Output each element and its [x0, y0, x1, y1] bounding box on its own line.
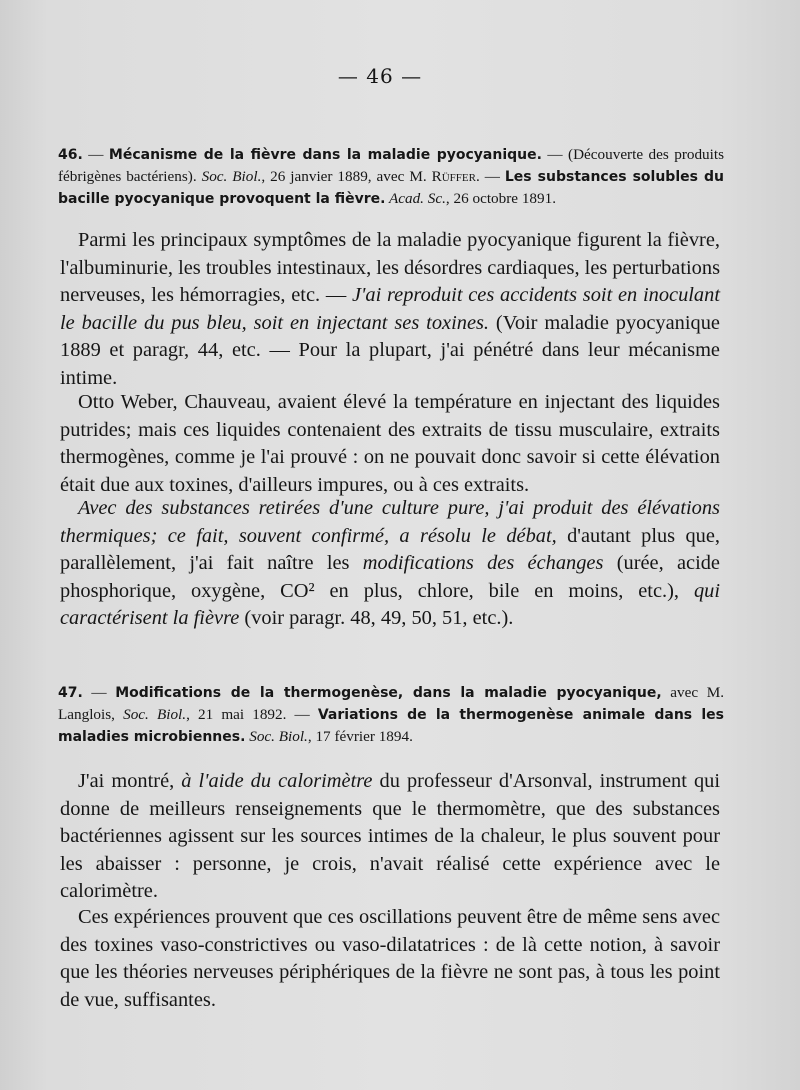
bibliography-entry-46	[58, 144, 724, 210]
entry-number: 46.	[58, 147, 83, 163]
separator: —	[82, 684, 116, 701]
paragraph-calorimeter	[60, 768, 720, 906]
separator: . —	[475, 168, 505, 185]
paragraph-emphasis: J'ai reproduit ces accidents soit en inoculant le bacille du pus bleu, soit en injectant ses toxines.	[60, 284, 720, 334]
paragraph-text: (voir paragr. 48, 49, 50, 51, etc.).	[239, 607, 514, 630]
journal-name: Acad. Sc.	[385, 190, 446, 207]
entry-title: Mécanisme de la fièvre dans la maladie pyocyanique.	[108, 147, 542, 163]
entry-title: Modifications de la thermogenèse, dans la maladie pyocyanique,	[115, 685, 662, 701]
paragraph-text: Parmi les principaux symptômes de la maladie pyocyanique figurent la fièvre, l'albuminurie, les troubles intestinaux, les désordres cardiaques, les perturbations nerveuses, les hémorragies, etc. —	[60, 229, 720, 307]
coauthor-name: Rüffer	[431, 168, 476, 185]
paragraph-text: J'ai montré,	[78, 770, 182, 792]
paragraph-text: (Voir maladie pyocyanique 1889 et paragr, 44, etc. — Pour la plupart, j'ai pénétré dans leur mécanisme intime.	[60, 311, 720, 389]
paragraph-text: Otto Weber, Chauveau, avaient élevé la température en injectant des liquides putrides; mais ces liquides contenaient des extraits de tissu musculaire, extraits thermogènes, comme je l'ai prouvé : on ne pouvait donc savoir si cette élévation était due aux toxines, d'ailleurs impures, ou à ces extraits.	[60, 391, 720, 496]
page-number: — 46 —	[337, 64, 423, 88]
paragraph-weber-chauveau	[60, 389, 720, 499]
paragraph-emphasis: Avec des substances retirées d'une culture pure, j'ai produit des élévations thermiques; ce fait, souvent confirmé, a résolu le débat,	[60, 497, 720, 547]
paragraph-text: (urée, acide phosphorique, oxygène, CO² en plus, chlore, bile en moins, etc.),	[60, 552, 720, 602]
entry-subtitle: Variations de la thermogenèse animale dans les maladies microbiennes.	[58, 707, 724, 745]
entry-date: , 26 janvier 1889, avec M.	[261, 168, 432, 185]
bibliography-entry-47	[58, 682, 724, 748]
journal-name: Soc. Biol.	[245, 728, 308, 745]
entry-subtitle: Les substances solubles du bacille pyocyanique provoquent la fièvre.	[58, 169, 724, 207]
entry-date: , 21 mai 1892. —	[186, 706, 318, 723]
paragraph-symptoms	[60, 227, 720, 393]
separator: —	[82, 146, 109, 163]
paragraph-emphasis: modifications des échanges	[362, 552, 604, 575]
paragraph-emphasis: à l'aide du calorimètre	[181, 770, 373, 792]
paragraph-emphasis: qui caractérisent la fièvre	[60, 579, 720, 630]
entry-note: — (Découverte des produits fébrigènes bactériens).	[58, 146, 725, 185]
paragraph-oscillations	[60, 904, 720, 1014]
paragraph-pure-culture	[60, 495, 720, 633]
entry-date: , 26 octobre 1891.	[445, 190, 556, 207]
paragraph-text: Ces expériences prouvent que ces oscillations peuvent être de même sens avec des toxines vaso-constrictives ou vaso-dilatatrices : de là cette notion, à savoir que les théories nerveuses périphériques de la fièvre ne sont pas, à tous les point de vue, suffisantes.	[60, 906, 720, 1011]
entry-number: 47.	[58, 685, 83, 701]
paragraph-text: d'autant plus que, parallèlement, j'ai fait naître les	[60, 524, 720, 575]
entry-date: , 17 février 1894.	[307, 728, 413, 745]
coauthor-name: avec M. Langlois,	[58, 684, 725, 723]
journal-name: Soc. Biol.	[123, 706, 187, 723]
journal-name: Soc. Biol.	[201, 168, 262, 185]
paragraph-text: du professeur d'Arsonval, instrument qui donne de meilleurs renseignements que le thermomètre, que des substances bactériennes agissent sur les sources intimes de la chaleur, le plus souvent pour les abaisser : personne, je crois, n'avait réalisé cette expérience avec le calorimètre.	[60, 770, 720, 903]
